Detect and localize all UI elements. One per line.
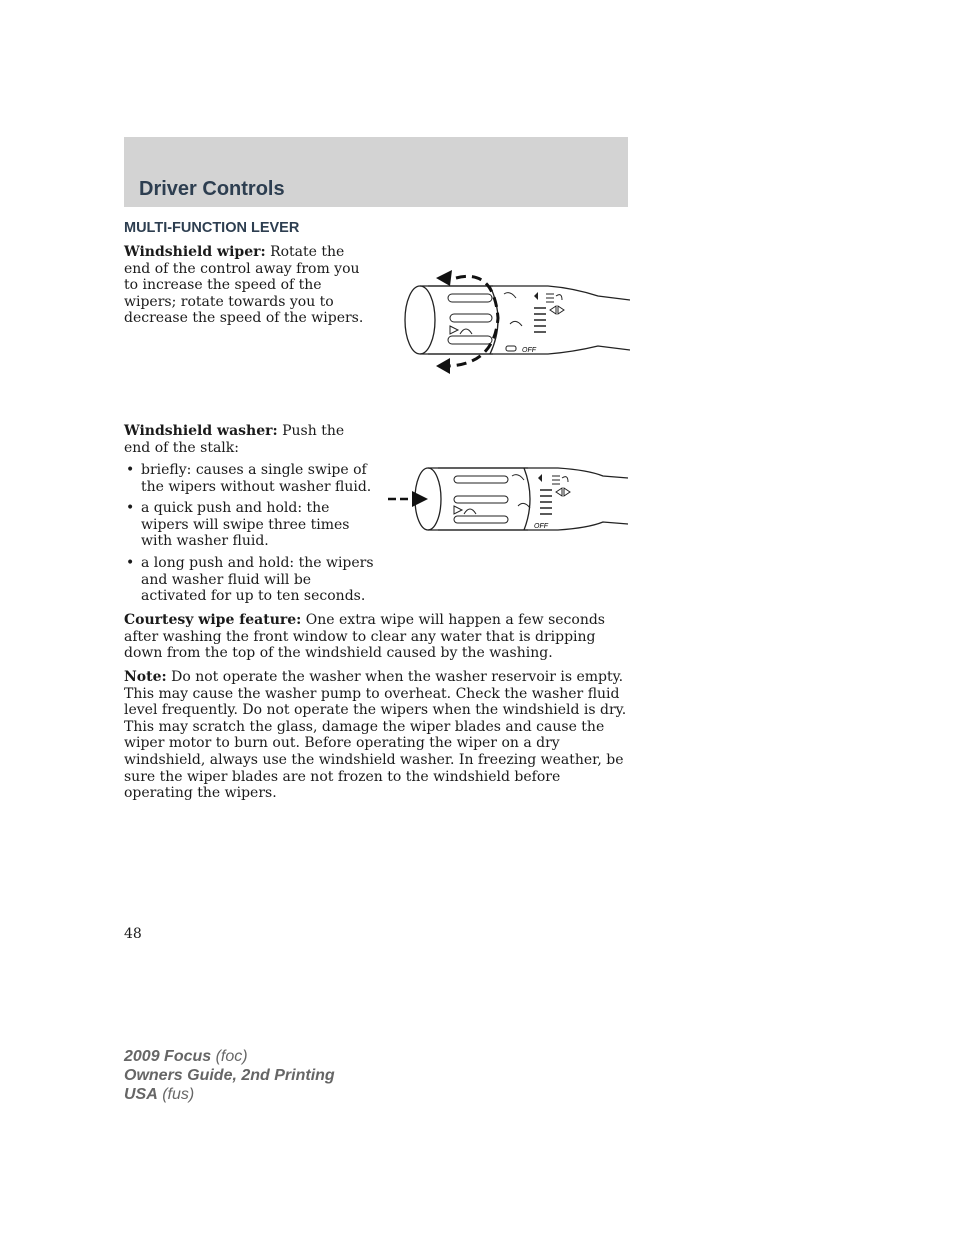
list-item: • a long push and hold: the wipers and washer fluid will be activated for up to ten seconds. bbox=[126, 554, 374, 605]
note-paragraph bbox=[124, 669, 630, 802]
lever-push-illustration bbox=[388, 462, 630, 536]
bullet-icon: • bbox=[126, 462, 135, 478]
wiper-label: Windshield wiper: bbox=[124, 244, 266, 260]
wiper-text: Rotate the end of the control away from you to increase the speed of the wipers; rotate towards you to decrease the speed of the wipers. bbox=[124, 244, 364, 327]
washer-paragraph bbox=[124, 423, 374, 456]
courtesy-paragraph bbox=[124, 612, 628, 662]
page-number: 48 bbox=[124, 926, 142, 942]
list-item: • a quick push and hold: the wipers will swipe three times with washer fluid. bbox=[126, 500, 350, 550]
off-label-1: OFF bbox=[522, 347, 536, 354]
lever-rotate-illustration bbox=[398, 268, 630, 374]
wiper-paragraph bbox=[124, 244, 372, 327]
footer bbox=[124, 1047, 335, 1104]
washer-label: Windshield washer: bbox=[124, 423, 278, 439]
note-label: Note: bbox=[124, 669, 167, 685]
off-label-2: OFF bbox=[534, 523, 548, 530]
footer-line-1: 2009 Focus (foc) bbox=[124, 1048, 248, 1065]
bullet-icon: • bbox=[126, 554, 135, 571]
courtesy-text: One extra wipe will happen a few seconds after washing the front window to clear any water that is dripping down from the top of the windshield caused by the washing. bbox=[124, 612, 605, 662]
list-item: • briefly: causes a single swipe of the wipers without washer fluid. bbox=[126, 462, 372, 495]
courtesy-label: Courtesy wipe feature: bbox=[124, 612, 302, 628]
header-band bbox=[124, 137, 628, 207]
footer-line-2: Owners Guide, 2nd Printing bbox=[124, 1067, 335, 1084]
bullet-icon: • bbox=[126, 500, 135, 517]
section-heading: MULTI-FUNCTION LEVER bbox=[124, 220, 300, 236]
note-text: Do not operate the washer when the washer reservoir is empty. This may cause the washer pump to overheat. Check the washer fluid level frequently. Do not operate the wipers when the windshield is dry. This may scratch the glass, damage the wiper blades and cause the wiper motor to burn out. Before operating the wiper on a dry windshield, always use the windshield washer. In freezing weather, be sure the wiper blades are not frozen to the windshield before operating the wipers. bbox=[124, 669, 627, 802]
washer-bullet-list bbox=[124, 462, 376, 610]
page-title: Driver Controls bbox=[139, 178, 285, 200]
washer-text: Push the end of the stalk: bbox=[124, 423, 345, 456]
footer-line-3: USA (fus) bbox=[124, 1086, 195, 1103]
